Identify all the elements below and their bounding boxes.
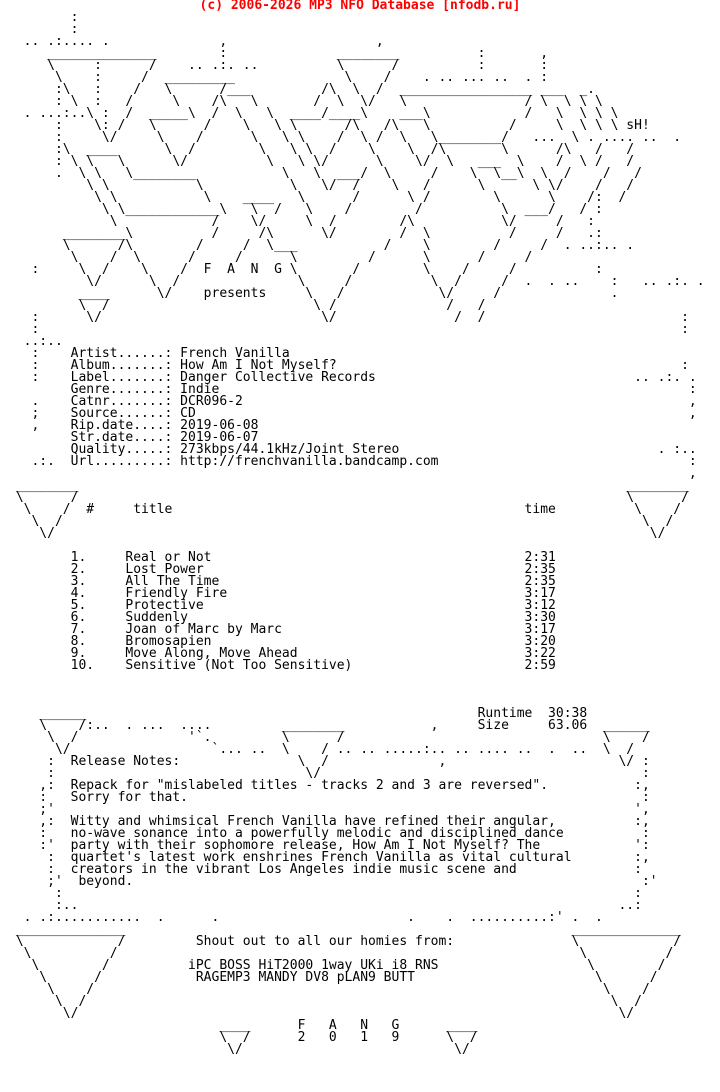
- nfo-line: \/ \/: [8, 1042, 470, 1057]
- nfo-line: 10. Sensitive (Not Too Sensitive) 2:59: [8, 658, 556, 673]
- nfo-line: \ / '`. \ / \ /: [8, 730, 650, 745]
- nfo-line: .:. Url.........: http://frenchvanilla.bandcamp.com :: [8, 454, 697, 469]
- nfo-line: :: [8, 22, 79, 37]
- nfo-line: : \/ \/ / / :: [8, 310, 689, 325]
- nfo-line: \ / \ / / /: [8, 298, 486, 313]
- nfo-line: \ /\ / / \___ / \ / / . ..:.. .: [8, 238, 635, 253]
- nfo-line: \ / RAGEMP3 MANDY DV8 pLAN9 BUTT \ /: [8, 970, 658, 985]
- nfo-line: \ / \ /: [8, 982, 650, 997]
- nfo-line: [8, 684, 720, 696]
- nfo-line: ..:..: [8, 334, 63, 349]
- nfo-line: 6. Suddenly 3:30: [8, 610, 556, 625]
- nfo-line: ______________ : ________ : ,: [8, 46, 549, 61]
- site-copyright-header: (c) 2006-2026 MP3 NFO Database [nfodb.ru]: [199, 0, 521, 13]
- nfo-line: ________\ / /\ \/ / \ / / .:: [8, 226, 603, 241]
- nfo-line: \ / iPC BOSS HiT2000 1way UKi i8 RNS \ /: [8, 958, 666, 973]
- nfo-line: 4. Friendly Fire 3:17: [8, 586, 556, 601]
- nfo-line: : Release Notes: \ / , \/ :: [8, 754, 650, 769]
- nfo-line: : \/ :: [8, 766, 650, 781]
- nfo-line: : \ : / \ /\ \ / \ \/ \ / \ \ \ \: [8, 94, 603, 109]
- nfo-line: ,: [8, 466, 697, 481]
- nfo-line: 2. Lost Power 2:35: [8, 562, 556, 577]
- nfo-line: . \ \ \________ \ \ ___/ \ / \ \__\ \ / / /: [8, 166, 642, 181]
- nfo-line: \/ \/: [8, 526, 666, 541]
- nfo-ascii-text: [0, 12, 720, 1056]
- nfo-line: , Rip.date....: 2019-06-08: [8, 418, 259, 433]
- nfo-line: : Artist......: French Vanilla: [8, 346, 290, 361]
- nfo-line: : :: [8, 322, 689, 337]
- nfo-line: :\ ____ \ / \ \ \ / \ \ /\ \ /\ / /: [8, 142, 635, 157]
- nfo-line: ;' ',: [8, 802, 650, 817]
- nfo-line: ,: Repack for "mislabeled titles - tracks 2 and 3 are reversed". :,: [8, 778, 650, 793]
- nfo-line: \ \ \ \ \/ / \ / \ \ \/ / /: [8, 178, 635, 193]
- nfo-line: : no-wave sonance into a powerfully melodic and disciplined dance :: [8, 826, 650, 841]
- nfo-line: : Album.......: How Am I Not Myself? :: [8, 358, 689, 373]
- nfo-line: ________ ________: [8, 478, 689, 493]
- nfo-line: \ \ \ ____ \ / \ / \ \ /: /: [8, 190, 627, 205]
- nfo-line: [8, 672, 720, 684]
- nfo-line: :: [8, 10, 79, 25]
- nfo-line: \ / \ /: [8, 514, 674, 529]
- nfo-line: \ /:.. . ... .... ________ , Size 63.06 ______: [8, 718, 650, 733]
- nfo-line: \ / \ / / \ / \ / /: [8, 250, 533, 265]
- nfo-line: : \ \ \ \/ \ \ \/ \ \/ \ ___ \ / \ / /: [8, 154, 635, 169]
- nfo-line: ____ F A N G ____: [8, 1018, 478, 1033]
- nfo-line: ______________ ______________: [8, 922, 682, 937]
- nfo-line: : \/ \ / \ \ \ / \ / \ \________/ ... \ . .... .. .: [8, 130, 682, 145]
- nfo-line: . .:........... . . . . ..........:' . .: [8, 910, 603, 925]
- nfo-line: \ / \ /: [8, 994, 642, 1009]
- nfo-line: Quality.....: 273kbps/44.1kHz/Joint Stereo . :..: [8, 442, 697, 457]
- nfo-line: . Catnr.......: DCR096-2 ,: [8, 394, 697, 409]
- nfo-line: : Label.......: Danger Collective Records .. .:. .: [8, 370, 697, 385]
- nfo-line: :' party with their sophomore release, How Am I Not Myself? The ':: [8, 838, 650, 853]
- nfo-line: \ / # title time \ /: [8, 502, 682, 517]
- nfo-line: : quartet's latest work enshrines French Vanilla as vital cultural :,: [8, 850, 650, 865]
- nfo-line: \/ \/: [8, 1006, 635, 1021]
- nfo-line: 7. Joan of Marc by Marc 3:17: [8, 622, 556, 637]
- nfo-line: ______ Runtime 30:38: [8, 706, 588, 721]
- nfo-line: : \ / \ / F A N G \ / \ / / :: [8, 262, 603, 277]
- nfo-line: : :: [8, 886, 642, 901]
- nfo-line: \/ `... .. \ / .. .. .....:.. .. .... .. . .. \ /: [8, 742, 635, 757]
- nfo-line: \/ \ / \ / \ / / . . .. : .. .:. .: [8, 274, 705, 289]
- nfo-line: .. .:.... . , ,: [8, 34, 384, 49]
- nfo-line: \ : / .. .:. .. \ / : :: [8, 58, 549, 73]
- nfo-line: \ / \ /: [8, 946, 674, 961]
- nfo-line: \ / \/ \ / /\ \/ / :: [8, 214, 595, 229]
- nfo-line: 3. All The Time 2:35: [8, 574, 556, 589]
- nfo-line: Genre.......: Indie :: [8, 382, 697, 397]
- nfo-line: : Sorry for that. :: [8, 790, 650, 805]
- nfo-line: \ / Shout out to all our homies from: \ /: [8, 934, 682, 949]
- nfo-line: 1. Real or Not 2:31: [8, 550, 556, 565]
- nfo-line: 8. Bromosapien 3:20: [8, 634, 556, 649]
- nfo-line: 9. Move Along, Move Ahead 3:22: [8, 646, 556, 661]
- nfo-line: \ : / _________ \ / . .. ... .. . :: [8, 70, 549, 85]
- nfo-line: 5. Protective 3:12: [8, 598, 556, 613]
- nfo-line: \ / \ /: [8, 490, 689, 505]
- nfo-line: :.. ..:: [8, 898, 642, 913]
- nfo-line: ____ \/ presents \ / \/ / .: [8, 286, 619, 301]
- nfo-line: ;' beyond. :': [8, 874, 658, 889]
- nfo-line: \ \____________\ \ / \ / / \ ___/ / :: [8, 202, 603, 217]
- nfo-line: : creators in the vibrant Los Angeles indie music scene and :: [8, 862, 642, 877]
- nfo-line: Str.date....: 2019-06-07: [8, 430, 259, 445]
- nfo-line: ; Source......: CD ,: [8, 406, 697, 421]
- nfo-line: :\ : / \ /___ /\ \ / _________________ ___ _.: [8, 82, 595, 97]
- nfo-line: \ / 2 0 1 9 \ /: [8, 1030, 478, 1045]
- nfo-line: : \: / \ / \ \ \ /\ /\ \ / \ \ \ \ sH!: [8, 118, 650, 133]
- nfo-line: ,: Witty and whimsical French Vanilla have refined their angular, :,: [8, 814, 650, 829]
- nfo-line: . ...:..\ : / _____\ / \ \ ____/____\ ___\ / \ \ \ \: [8, 106, 619, 121]
